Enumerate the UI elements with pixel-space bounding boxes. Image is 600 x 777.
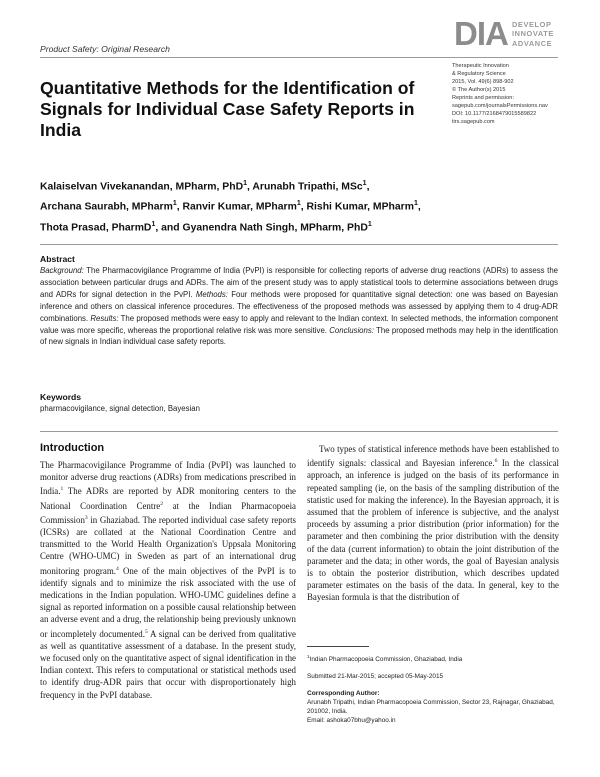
journal-info bbox=[452, 62, 570, 126]
introduction-column bbox=[40, 440, 296, 701]
article-category: Product Safety: Original Research bbox=[40, 44, 170, 54]
body-text: Two types of statistical inference methods have been established to identify signals: classical and Bayesian inference. bbox=[307, 444, 559, 469]
body-text: One of the main objectives of the PvPI is to identify signals and to minimize the risk associated with the use of medications in the Indian population. WHO-UMC guidelines define a signal as reported information on a possible causal relationship between an adverse event and a drug, the relationship being previously unknown or incompletely documented. bbox=[40, 565, 296, 639]
keywords-heading: Keywords bbox=[40, 392, 82, 402]
journal-info-line: © The Author(s) 2015 bbox=[452, 87, 506, 93]
keywords-text: pharmacovigilance, signal detection, Bayesian bbox=[40, 404, 200, 413]
corresponding-author-heading: Corresponding Author: bbox=[307, 690, 380, 698]
footnote-rule bbox=[307, 646, 369, 647]
dia-logo bbox=[454, 16, 574, 52]
citation-marker[interactable]: 5 bbox=[144, 628, 148, 635]
author-separator: , bbox=[247, 181, 253, 193]
author-separator: , bbox=[417, 201, 424, 213]
affiliation-marker: 1 bbox=[243, 180, 247, 187]
corresponding-author-text: Arunabh Tripathi, Indian Pharmacopoeia Commission, Sector 23, Rajnagar, Ghaziabad, 201002, India. bbox=[307, 699, 555, 716]
conclusions-label: Conclusions: bbox=[329, 325, 374, 335]
citation-marker[interactable]: 4 bbox=[115, 565, 119, 572]
affiliation-marker: 1 bbox=[367, 220, 372, 228]
logo-tagline bbox=[512, 20, 554, 48]
author-name: Gyanendra Nath Singh, MPharm, PhD bbox=[182, 222, 368, 234]
results-text: The proposed methods were easy to apply and relevant to the Indian context. In selected methods, the information component value was more specific, whereas the proportional relative risk was more sensitive. bbox=[40, 313, 558, 335]
citation-marker[interactable]: 2 bbox=[160, 500, 164, 507]
affiliation-marker: 1 bbox=[413, 200, 418, 208]
keywords-section bbox=[40, 391, 558, 415]
logo-line: DEVELOP bbox=[512, 20, 552, 29]
citation-marker[interactable]: 6 bbox=[494, 458, 498, 465]
background-text: The Pharmacovigilance Programme of India (PvPI) is responsible for collecting reports of adverse drug reactions (ADRs) to assess the association between particular drugs and ADRs. The aim of the present study was to apply statistical tools to determine associations between drugs and ADRs for signal detection in the PvPI. bbox=[40, 266, 558, 299]
article-title: Quantitative Methods for the Identification of Signals for Individual Case Safety Reports in India bbox=[40, 78, 415, 140]
author-name: Rishi Kumar, MPharm bbox=[306, 201, 414, 213]
affiliation-marker: 1 bbox=[362, 180, 367, 187]
conclusions-text: The proposed methods may help in the identification of new signals in Indian individual case safety reports. bbox=[40, 325, 558, 347]
journal-info-line[interactable]: sagepub.com/journalsPermissions.nav bbox=[452, 103, 548, 109]
body-text: in Ghaziabad. The reported individual case safety reports (ICSRs) are collated at the National Coordination Centre and transmitted to the World Health Organization's Uppsala Monitoring Centre (WHO-UMC) in Sweden as part of an international drug monitoring program. bbox=[40, 514, 296, 576]
abstract-text bbox=[40, 265, 558, 348]
author-separator: , bbox=[366, 181, 373, 193]
affiliation-text: Indian Pharmacopoeia Commission, Ghaziabad, India bbox=[309, 656, 463, 664]
affiliation-note bbox=[307, 652, 559, 664]
affiliation-marker: 1 bbox=[151, 220, 156, 228]
affiliation-marker: 1 bbox=[172, 200, 177, 208]
logo-line: ADVANCE bbox=[512, 38, 553, 48]
body-text: A signal can be derived from qualitative as well as quantitative assessment of a database. In the present study, we focused only on the quantitative aspect of signal identification in the Indian context. This refers to computational or statistical methods used to identify drug-ADR pairs that occur with disproportionately high frequency in the PvPI database. bbox=[40, 628, 296, 700]
citation-marker[interactable]: 1 bbox=[60, 486, 64, 493]
journal-info-line[interactable]: tirs.sagepub.com bbox=[452, 119, 495, 125]
methods-label: Methods: bbox=[195, 289, 228, 299]
body-paragraph bbox=[307, 443, 559, 604]
body-text: The ADRs are reported by ADR monitoring centers to the National Coordination Centre bbox=[40, 486, 296, 511]
journal-info-line: 2015, Vol. 49(6) 898-902 bbox=[452, 79, 514, 85]
header-rule bbox=[40, 57, 558, 58]
body-text: In the classical approach, an inference is judged on the basis of its performance in repeated sampling (ie, on the basis of the sampling distribution of the statistic used for making the inference). In the Bayesian approach, it is assumed that the problem of inference is subjective, and the analyst proceeds by assuming a prior distribution (prior information) for the parameter and then combining the prior distribution with the density of the data (current information) to obtain the joint distribution of the parameter and the data; in other words, the goal of Bayesian analysis is to obtain the posterior distribution, which describes updated parameter estimates on the basis of the data. In general, key to the Bayesian formula is that the distribution of bbox=[307, 458, 560, 603]
body-text: at the Indian Pharmacopoeia Commission bbox=[40, 500, 296, 525]
journal-info-line: Reprints and permission: bbox=[452, 95, 514, 101]
introduction-heading: Introduction bbox=[40, 442, 105, 454]
logo-mark: DIA bbox=[454, 15, 508, 52]
author-name: Kalaiselvan Vivekanandan, MPharm, PhD bbox=[40, 181, 244, 193]
affiliation-marker: 1 bbox=[307, 654, 310, 659]
background-label: Background: bbox=[40, 266, 84, 275]
introduction-paragraph bbox=[40, 459, 296, 701]
author-list bbox=[40, 175, 550, 236]
author-separator: , and bbox=[155, 222, 183, 234]
section-rule bbox=[40, 244, 558, 245]
footnotes bbox=[307, 652, 559, 725]
journal-info-line: & Regulatory Science bbox=[452, 71, 506, 77]
author-name: Archana Saurabh, MPharm bbox=[40, 201, 173, 213]
author-name: Thota Prasad, PharmD bbox=[40, 222, 152, 234]
logo-line: INNOVATE bbox=[512, 29, 554, 39]
right-column bbox=[307, 443, 559, 604]
section-rule bbox=[40, 431, 558, 432]
author-name: Ranvir Kumar, MPharm bbox=[182, 201, 297, 213]
abstract-heading: Abstract bbox=[40, 254, 75, 264]
citation-marker[interactable]: 3 bbox=[84, 514, 88, 521]
abstract-section bbox=[40, 253, 558, 348]
affiliation-marker: 1 bbox=[296, 200, 301, 208]
author-name: Arunabh Tripathi, MSc bbox=[252, 181, 363, 193]
body-text: The Pharmacovigilance Programme of India (PvPI) was launched to monitor adverse drug reactions (ADRs) from medications prescribed in India. bbox=[40, 460, 296, 497]
methods-text: Four methods were proposed for quantitative signal detection: one was based on Bayesian inference and others on classical inference procedures. The effectiveness of the proposed methods was assessed by applying them to 4 drug-ADR combinations. bbox=[40, 289, 558, 323]
journal-info-line: DOI: 10.1177/2168479015589822 bbox=[452, 111, 537, 117]
author-separator: , bbox=[300, 201, 307, 213]
submission-dates: Submitted 21-Mar-2015; accepted 05-May-2015 bbox=[307, 673, 444, 681]
journal-info-line: Therapeutic Innovation bbox=[452, 63, 509, 69]
author-separator: , bbox=[176, 201, 183, 213]
corresponding-author-email[interactable]: Email: ashoka07bhu@yahoo.in bbox=[307, 717, 396, 725]
results-label: Results: bbox=[90, 313, 119, 323]
